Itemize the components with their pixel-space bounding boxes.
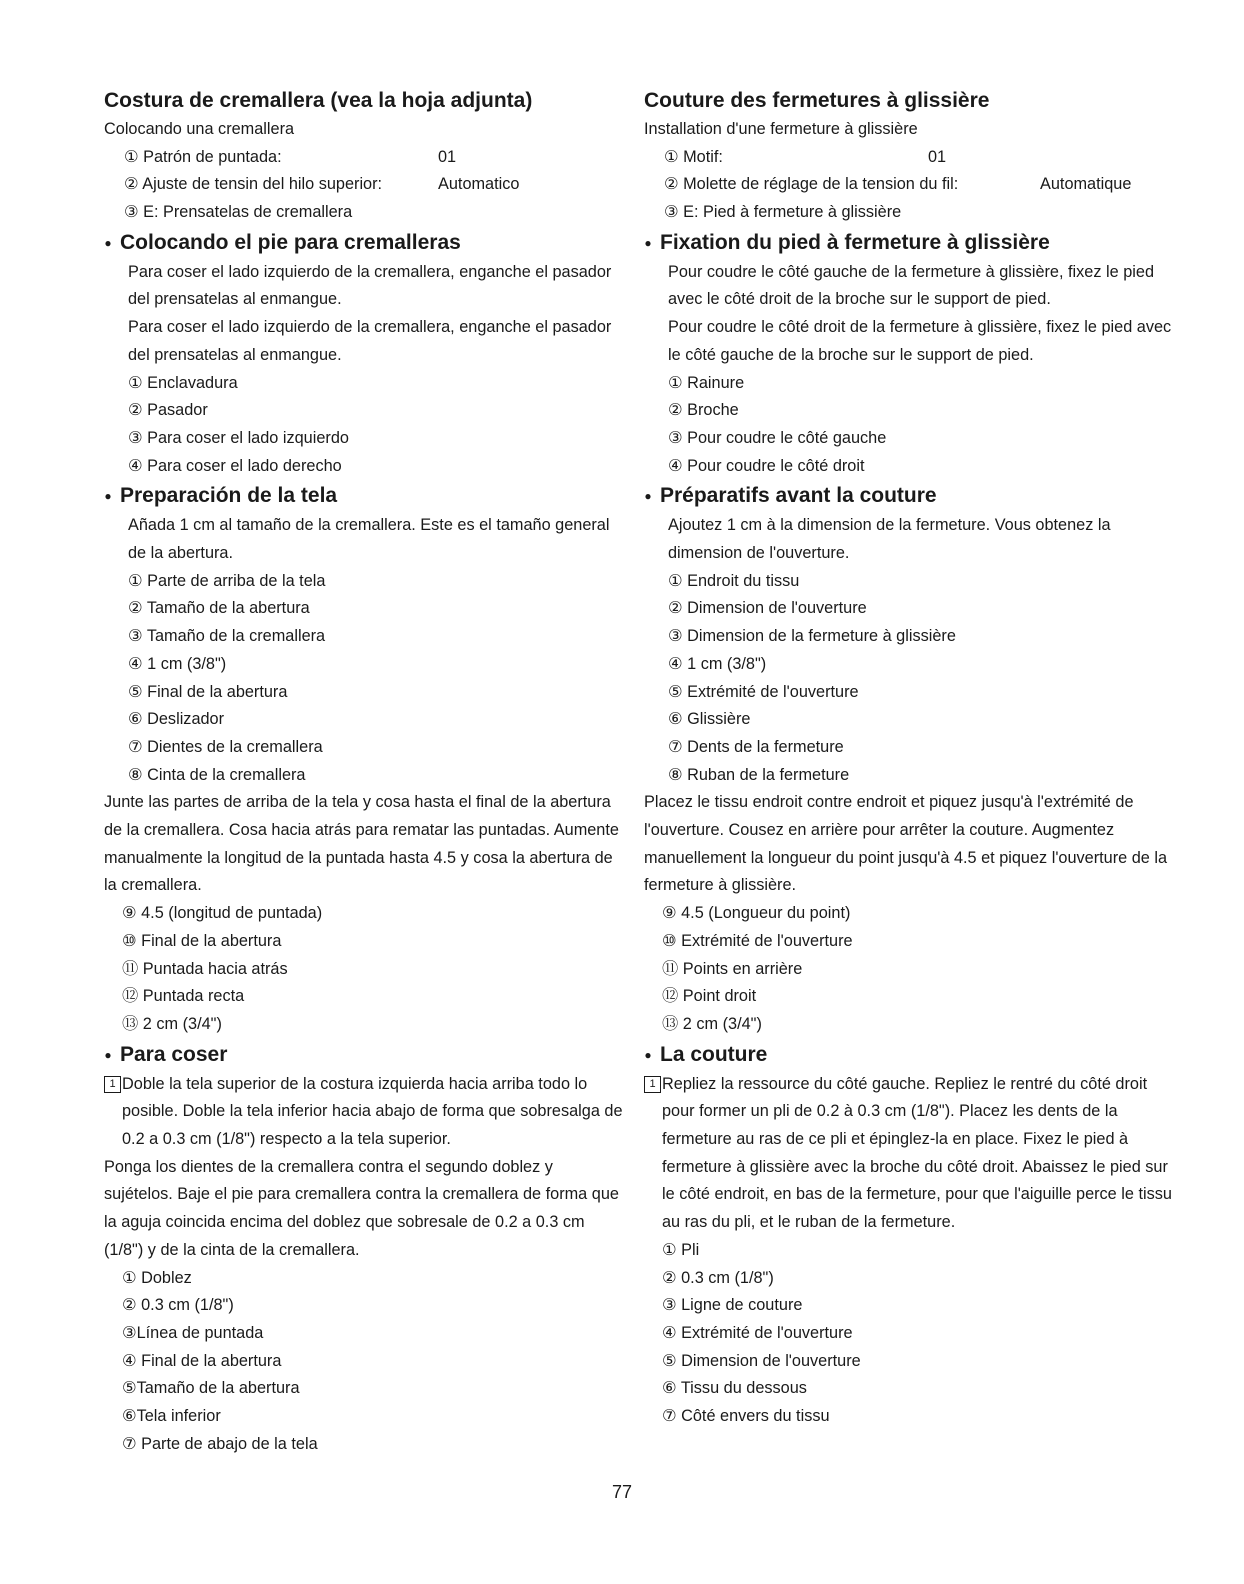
list-item: ⑧ Ruban de la fermeture [668, 765, 850, 784]
list-item: ③ Dimension de la fermeture à glissière [668, 627, 956, 646]
step-number-box: 1 [644, 1076, 661, 1093]
list-item: ④ Pour coudre le côté droit [668, 456, 865, 475]
list-item: ① Pli [662, 1240, 700, 1259]
list-item: ④ Para coser el lado derecho [128, 456, 342, 475]
section-title: Costura de cremallera (vea la hoja adjunta) [104, 89, 533, 112]
paragraph: Pour coudre le côté droit de la fermeture à glissière, fixez le pied avec le côté gauche de la broche sur le support de pied. [668, 318, 1172, 364]
list-item: ① Enclavadura [128, 373, 238, 392]
list-item: ② 0.3 cm (1/8") [122, 1296, 234, 1315]
paragraph: Pour coudre le côté gauche de la fermeture à glissière, fixez le pied avec le côté droit de la broche sur le support de pied. [668, 262, 1154, 309]
section-intro: Colocando una cremallera [104, 120, 295, 138]
bullet-icon: ● [644, 1047, 652, 1062]
list-item: ⑦ Côté envers du tissu [662, 1407, 830, 1426]
list-item: ⑬ 2 cm (3/4") [122, 1015, 222, 1033]
section-title: Couture des fermetures à glissière [644, 89, 990, 112]
section-intro: Installation d'une fermeture à glissière [644, 120, 918, 138]
list-item: ④ Final de la abertura [122, 1351, 282, 1370]
list-item: ⑤ Extrémité de l'ouverture [668, 682, 859, 701]
list-item: ⑧ Cinta de la cremallera [128, 765, 306, 784]
paragraph: Ajoutez 1 cm à la dimension de la fermeture. Vous obtenez la dimension de l'ouverture. [668, 516, 1111, 563]
bullet-icon: ● [644, 235, 652, 250]
list-item: ⑥ Deslizador [128, 710, 225, 729]
setting-tension: ② Ajuste de tensin del hilo superior: Automatico [124, 175, 520, 194]
list-item: ③ Ligne de couture [662, 1296, 803, 1315]
list-item: ⑪ Puntada hacia atrás [122, 959, 288, 978]
list-item: ③ Tamaño de la cremallera [128, 627, 326, 646]
paragraph: Ponga los dientes de la cremallera contra el segundo doblez y sujételos. Baje el pie para cremallera contra la cremallera de forma que la aguja coincida encima del doblez que sobresale de 0.2 a 0.3 cm (1/8") y de la cinta de la cremallera. [104, 1157, 619, 1259]
bullet-icon: ● [644, 489, 652, 504]
list-item: ⑫ Point droit [662, 987, 757, 1006]
paragraph: Placez le tissu endroit contre endroit et piquez jusqu'à l'extrémité de l'ouverture. Cousez en arrière pour arrêter la couture. Augmentez manuellement la longueur du point jusqu'à 4.5 et piquez l'ouverture de la fermeture à glissière. [644, 793, 1168, 895]
list-item: ② Pasador [128, 401, 208, 420]
spanish-column [104, 86, 624, 1459]
list-item: ⑬ 2 cm (3/4") [662, 1015, 762, 1033]
list-item: ② 0.3 cm (1/8") [662, 1268, 774, 1287]
paragraph: Añada 1 cm al tamaño de la cremallera. Este es el tamaño general de la abertura. [128, 516, 610, 563]
setting-tension: ② Molette de réglage de la tension du fil: Automatique [664, 175, 1132, 194]
list-item: ① Parte de arriba de la tela [128, 571, 326, 590]
list-item: ⑥ Glissière [668, 710, 751, 729]
list-item: ⑫ Puntada recta [122, 987, 245, 1006]
list-item: ⑩ Extrémité de l'ouverture [662, 931, 853, 950]
bullet-icon: ● [104, 235, 112, 250]
page-number: 77 [611, 1482, 633, 1502]
list-item: ⑦ Parte de abajo de la tela [122, 1434, 318, 1453]
list-item: ③ Para coser el lado izquierdo [128, 428, 349, 447]
french-column [644, 86, 1184, 1431]
bullet-icon: ● [104, 489, 112, 504]
subsection-title: ● Fixation du pied à fermeture à glissière [636, 227, 1184, 259]
subsection-title: ● La couture [636, 1039, 1184, 1071]
list-item: ⑤Tamaño de la abertura [122, 1379, 300, 1398]
list-item: ⑦ Dents de la fermeture [668, 737, 844, 756]
bullet-icon: ● [104, 1047, 112, 1062]
list-item: ② Broche [668, 401, 739, 420]
list-item: ④ 1 cm (3/8") [128, 654, 227, 673]
paragraph: Para coser el lado izquierdo de la cremallera, enganche el pasador del prensatelas al enmangue. [128, 262, 612, 309]
list-item: ③ Pour coudre le côté gauche [668, 428, 887, 447]
list-item: ⑥ Tissu du dessous [662, 1379, 807, 1398]
list-item: ⑤ Final de la abertura [128, 682, 288, 701]
setting-foot: ③ E: Prensatelas de cremallera [124, 203, 353, 222]
list-item: ⑤ Dimension de l'ouverture [662, 1351, 861, 1370]
list-item: ⑪ Points en arrière [662, 959, 803, 978]
setting-pattern: ① Motif: 01 [664, 147, 947, 166]
subsection-title: ● Colocando el pie para cremalleras [96, 227, 624, 259]
paragraph: Para coser el lado izquierdo de la cremallera, enganche el pasador del prensatelas al enmangue. [128, 318, 612, 364]
subsection-title: ● Préparatifs avant la couture [636, 480, 1184, 512]
list-item: ③Línea de puntada [122, 1323, 264, 1342]
step-1: 1 Repliez la ressource du côté gauche. Repliez le rentré du côté droit pour former un pli de 0.2 à 0.3 cm (1/8"). Placez les dents de la fermeture au ras de ce pli et épinglez-la en place. Fixez le pied à fermeture à glissière avec la broche du côté droit. Abaissez le pied sur le côté endroit, en bas de la fermeture, pour que l'aiguille perce le tissu au ras du pli, et le ruban de la fermeture. [644, 1071, 1184, 1237]
list-item: ① Endroit du tissu [668, 571, 800, 590]
subsection-title: ● Para coser [96, 1039, 624, 1071]
paragraph: Junte las partes de arriba de la tela y cosa hasta el final de la abertura de la cremallera. Cosa hacia atrás para rematar las puntadas. Aumente manualmente la longitud de la puntada hasta 4.5 y cosa la abertura de la cremallera. [104, 793, 619, 895]
setting-foot: ③ E: Pied à fermeture à glissière [664, 203, 902, 222]
subsection-title: ● Preparación de la tela [96, 480, 624, 512]
list-item: ① Doblez [122, 1268, 192, 1287]
list-item: ② Tamaño de la abertura [128, 599, 310, 618]
setting-pattern: ① Patrón de puntada: 01 [124, 147, 457, 166]
list-item: ⑨ 4.5 (Longueur du point) [662, 904, 851, 923]
list-item: ⑥Tela inferior [122, 1407, 221, 1426]
list-item: ⑩ Final de la abertura [122, 931, 282, 950]
step-number-box: 1 [104, 1076, 121, 1093]
list-item: ② Dimension de l'ouverture [668, 599, 867, 618]
list-item: ⑦ Dientes de la cremallera [128, 737, 323, 756]
list-item: ④ Extrémité de l'ouverture [662, 1323, 853, 1342]
list-item: ① Rainure [668, 373, 745, 392]
list-item: ⑨ 4.5 (longitud de puntada) [122, 904, 323, 923]
step-1: 1 Doble la tela superior de la costura izquierda hacia arriba todo lo posible. Doble la tela inferior hacia abajo de forma que sobresalga de 0.2 a 0.3 cm (1/8") respecto a la tela superior. [104, 1071, 624, 1154]
list-item: ④ 1 cm (3/8") [668, 654, 767, 673]
